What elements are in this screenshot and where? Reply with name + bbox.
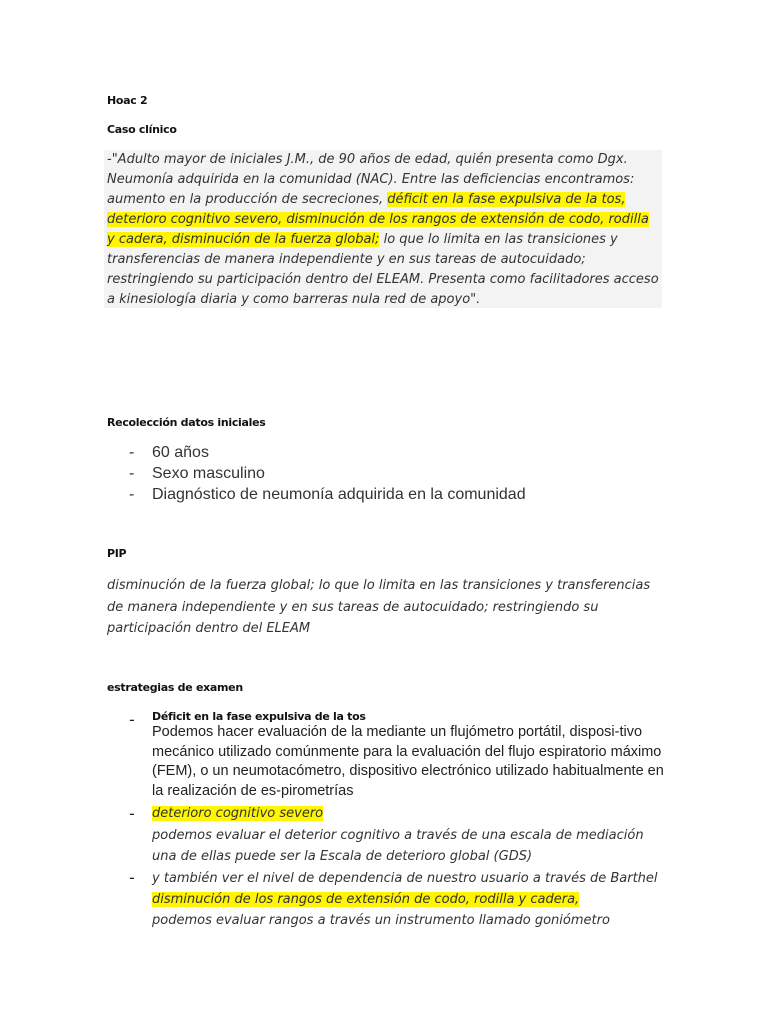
list-item bbox=[129, 710, 669, 801]
case-heading: Caso clínico bbox=[107, 123, 177, 136]
strategy-2-text: podemos evaluar el deterior cognitivo a través de una escala de mediación una de ellas puede ser la Escala de deterioro global (GDS) bbox=[152, 828, 644, 864]
pip-text: disminución de la fuerza global; lo que lo limita en las transiciones y transferencias de manera independiente y en sus tareas de autocuidado; restringiendo su participación dentro del ELEAM bbox=[107, 578, 651, 636]
list-item: - Diagnóstico de neumonía adquirida en la comunidad bbox=[129, 484, 689, 505]
list-item bbox=[129, 804, 669, 867]
strategy-2-title: deterioro cognitivo severo bbox=[152, 806, 324, 821]
strategy-1-title: - Déficit en la fase expulsiva de la tos bbox=[152, 710, 366, 723]
list-item: - 60 años bbox=[129, 442, 689, 463]
list-item bbox=[129, 868, 669, 931]
case-text-post: lo que lo limita en las transiciones y transferencias de manera independiente y en sus tareas de autocuidado; restringiendo su participación dentro del ELEAM. Presenta como facilitadores acceso a kinesiología diaria y como barreras nula red de apoyo". bbox=[107, 232, 659, 307]
list-item: - Sexo masculino bbox=[129, 463, 689, 484]
case-text-highlight: déficit en la fase expulsiva de la tos, deterioro cognitivo severo, disminución de los rangos de extensión de codo, rodilla y cadera, disminución de la fuerza global; bbox=[107, 192, 649, 247]
strategy-3-text: - y también ver el nivel de dependencia de nuestro usuario a través de Barthel bbox=[152, 871, 658, 886]
strategies-list bbox=[129, 709, 669, 931]
initial-data-list bbox=[129, 442, 689, 505]
case-text-pre: -"Adulto mayor de iniciales J.M., de 90 años de edad, quién presenta como Dgx. Neumonía adquirida en la comunidad (NAC). Entre las deficiencias encontramos: aumento en la producción de secreciones, bbox=[107, 152, 635, 207]
strategy-3-title: disminución de los rangos de extensión de codo, rodilla y cadera, bbox=[152, 892, 580, 907]
strategy-1-text: Podemos hacer evaluación de la mediante un flujómetro portátil, disposi-tivo mecánico utilizado comúnmente para la evaluación del flujo espiratorio máximo (FEM), o un neumotacómetro, dispositivo electrónico utilizado habitualmente en la realización de es-pirometrías bbox=[152, 724, 664, 799]
case-text bbox=[107, 150, 659, 310]
strategies-heading: estrategias de examen bbox=[107, 681, 243, 694]
strategy-3-sub: podemos evaluar rangos a través un instrumento llamado goniómetro bbox=[152, 913, 610, 928]
document-title: Hoac 2 bbox=[107, 94, 148, 107]
pip-heading: PIP bbox=[107, 547, 127, 560]
initial-data-heading: Recolección datos iniciales bbox=[107, 416, 266, 429]
